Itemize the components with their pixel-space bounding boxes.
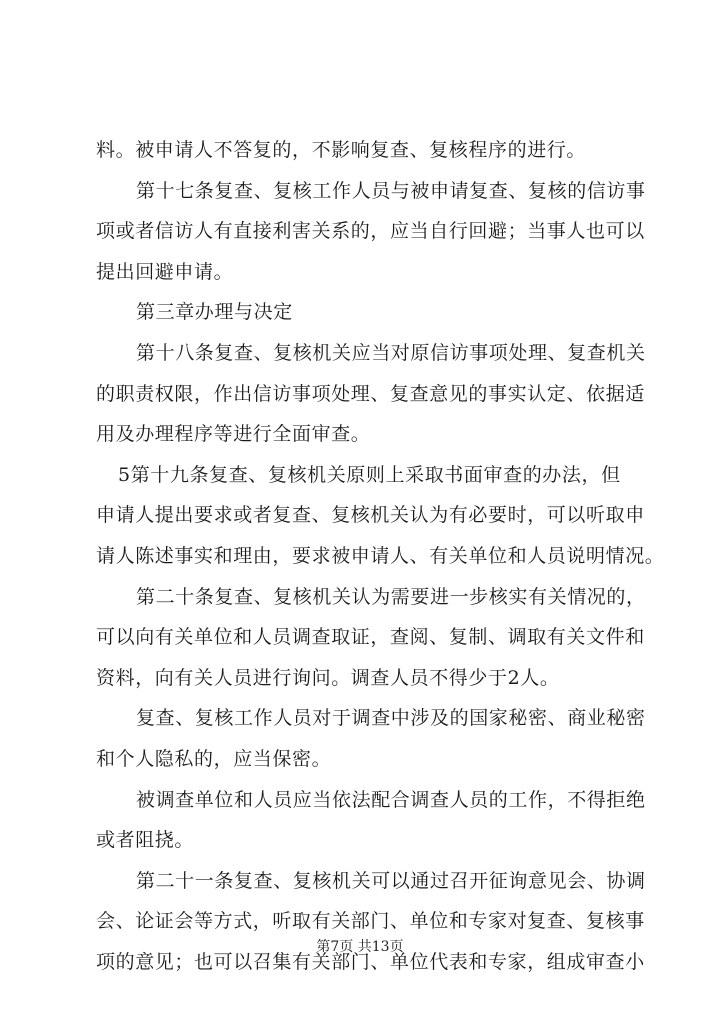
text-line: 第二十一条复查、复核机关可以通过召开征询意见会、协调 <box>136 869 646 892</box>
chapter-heading: 第三章办理与决定 <box>136 301 293 324</box>
text-line: 会、论证会等方式，听取有关部门、单位和专家对复查、复核事 <box>96 910 645 933</box>
text-line: 5第十九条复查、复核机关原则上采取书面审查的办法，但 <box>118 463 621 486</box>
text-line: 第十七条复查、复核工作人员与被申请复查、复核的信访事 <box>136 179 646 202</box>
text-line: 料。被申请人不答复的，不影响复查、复核程序的进行。 <box>96 139 587 161</box>
text-line: 资料，向有关人员进行询问。调查人员不得少于2人。 <box>96 666 560 689</box>
text-line: 第二十条复查、复核机关认为需要进一步核实有关情况的， <box>136 585 646 608</box>
text-line: 的职责权限，作出信访事项处理、复查意见的事实认定、依据适 <box>96 382 645 405</box>
text-line: 或者阻挠。 <box>96 829 195 852</box>
text-line: 和个人隐私的，应当保密。 <box>96 747 332 770</box>
text-line: 第十八条复查、复核机关应当对原信访事项处理、复查机关 <box>136 341 646 364</box>
body-text <box>96 130 665 982</box>
text-line: 请人陈述事实和理由，要求被申请人、有关单位和人员说明情况。 <box>96 544 665 567</box>
text-line: 被调查单位和人员应当依法配合调查人员的工作，不得拒绝 <box>136 788 646 811</box>
text-line: 申请人提出要求或者复查、复核机关认为有必要时，可以听取申 <box>96 504 645 527</box>
text-line: 用及办理程序等进行全面审查。 <box>96 423 371 446</box>
text-line: 项或者信访人有直接利害关系的，应当自行回避；当事人也可以 <box>96 220 645 243</box>
text-line: 提出回避申请。 <box>96 260 234 283</box>
text-line: 项的意见；也可以召集有关部门、单位代表和专家，组成审查小 <box>96 950 645 973</box>
text-line: 复查、复核工作人员对于调查中涉及的国家秘密、商业秘密 <box>136 707 646 730</box>
page-number-footer: 第7页 共13页 <box>316 939 404 955</box>
text-line: 可以向有关单位和人员调查取证，查阅、复制、调取有关文件和 <box>96 626 645 649</box>
